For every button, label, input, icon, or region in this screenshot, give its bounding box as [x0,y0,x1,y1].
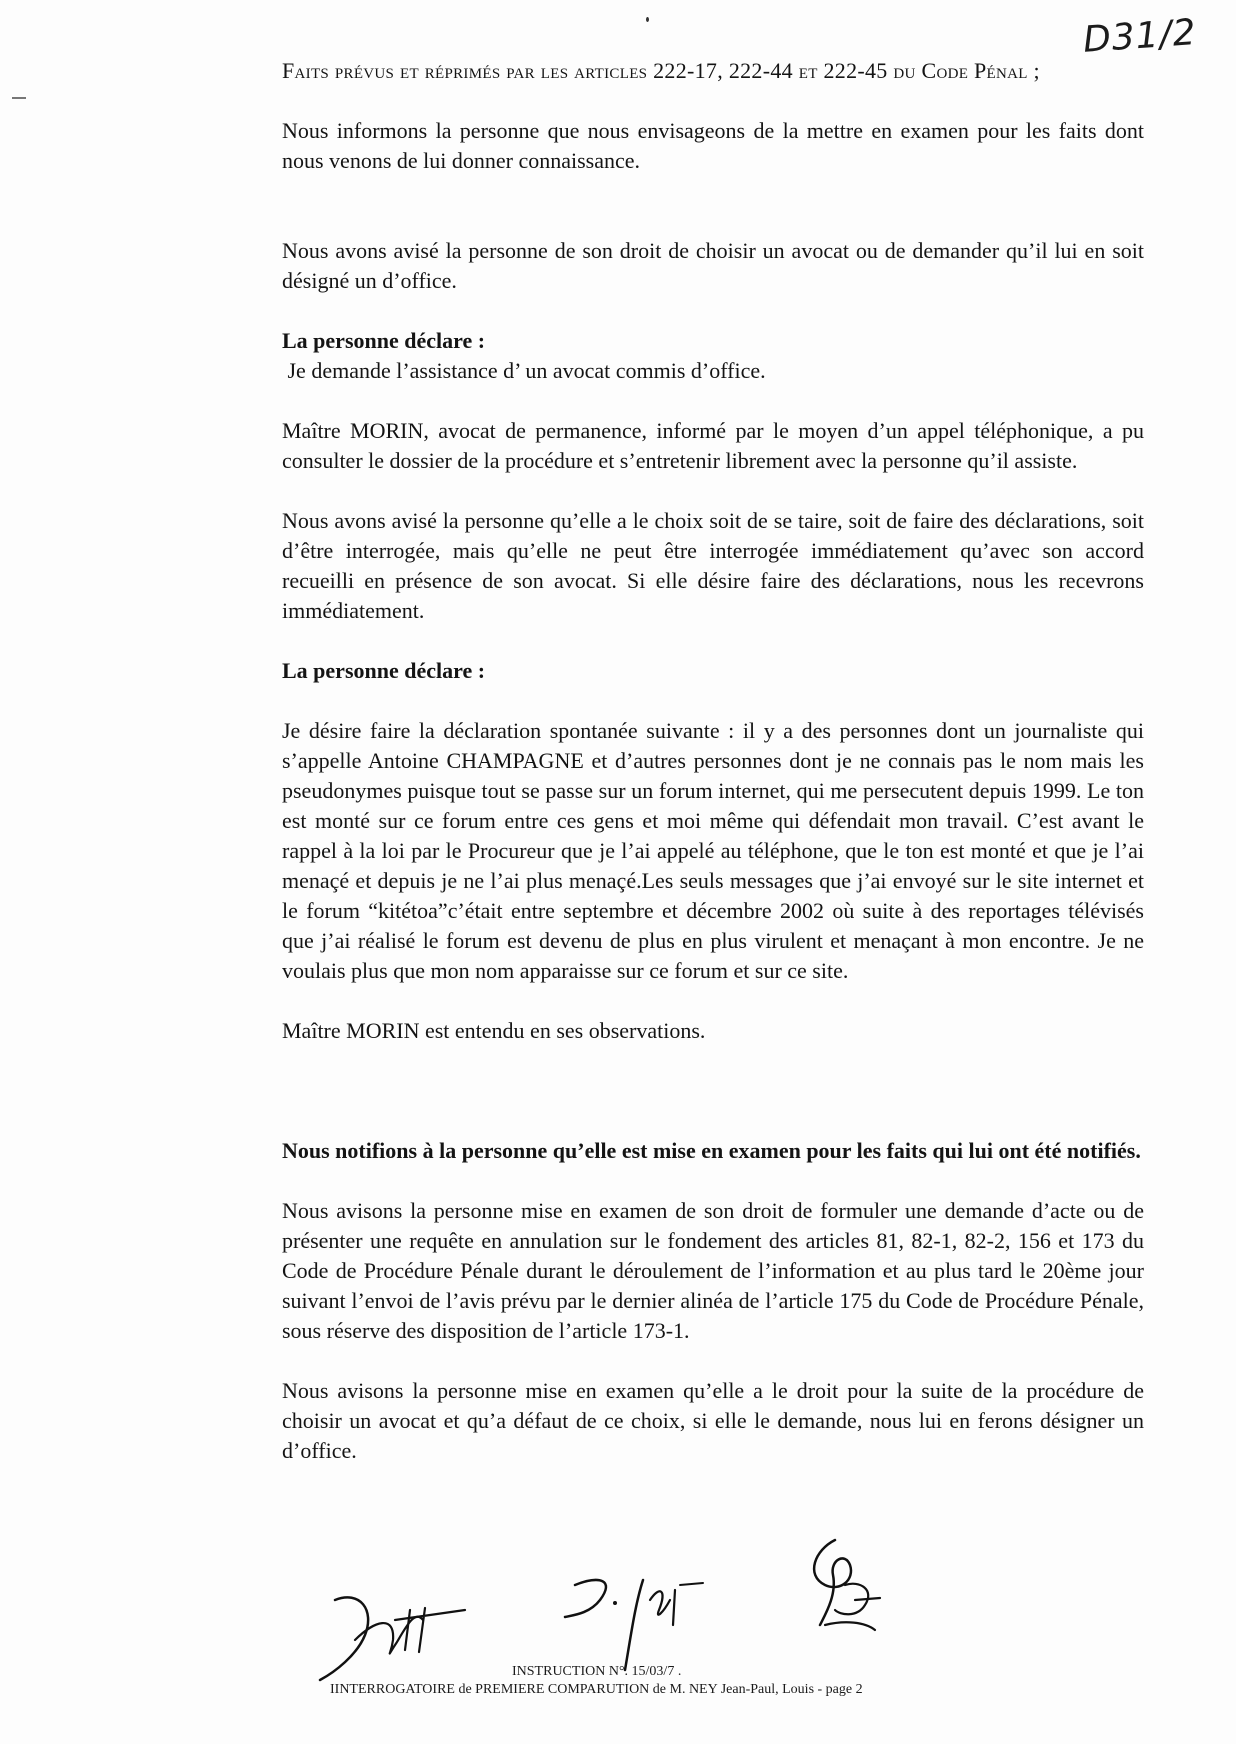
heading-person-declares-2: La personne déclare : [282,658,486,683]
document-body [282,56,1144,1466]
paragraph-right-to-request: Nous avisons la personne mise en examen de son droit de formuler une demande d’acte ou de présenter une requête en annulation sur le fondement des articles 81, 82-1, 82-2, 156 et 173 du Code de Procédure Pénale durant le déroulement de l’information et au plus tard le 20ème jour suivant l’envoi de l’avis prévu par le dernier alinéa de l’article 175 du Code de Procédure Pénale, sous réserve des disposition de l’article 173-1. [282,1198,1144,1343]
paragraph-request-assistance: Je demande l’assistance d’ un avocat commis d’office. [282,358,766,383]
scan-mark [12,97,26,99]
footer-interrogatoire-line: IINTERROGATOIRE de PREMIERE COMPARUTION de M. NEY Jean-Paul, Louis - page 2 [330,1682,863,1697]
paragraph-right-to-choose-lawyer: Nous avisons la personne mise en examen qu’elle a le droit pour la suite de la procédure de choisir un avocat et qu’a défaut de ce choix, si elle le demande, nous lui en ferons désigner un d’office. [282,1378,1144,1463]
scan-speck [646,17,649,22]
heading-person-declares-1: La personne déclare : [282,328,486,353]
paragraph-spontaneous-declaration: Je désire faire la déclaration spontanée suivante : il y a des personnes dont un journaliste qui s’appelle Antoine CHAMPAGNE et d’autres personnes dont je ne connais pas le nom mais les pseudonymes puisque tout se passe sur un forum internet, qui me persecutent depuis 1999. Le ton est monté sur ce forum entre ces gens et moi même qui défendait mon travail. C’est avant le rappel à la loi par le Procureur que je l’ai appelé au téléphone, que le ton est monté et que je l’ai menaçé et depuis je ne l’ai plus menaçé.Les seuls messages que j’ai envoyé sur le site internet et le forum “kitétoa”c’était entre septembre et décembre 2002 où suite à des reportages télévisés que j’ai réalisé le forum est devenu de plus en plus virulent et menaçant à mon encontre. Je ne voulais plus que mon nom apparaisse sur ce forum et sur ce site. [282,718,1144,983]
paragraph-right-to-silence: Nous avons avisé la personne qu’elle a le choix soit de se taire, soit de faire des déclarations, soit d’être interrogée, mais qu’elle ne peut être interrogée immédiatement qu’avec son accord recueilli en présence de son avocat. Si elle désire faire des déclarations, nous les recevrons immédiatement. [282,508,1144,623]
signature-2 [555,1555,705,1675]
signature-3 [795,1530,905,1640]
signature-1 [315,1580,485,1690]
corner-reference: D31/2 [1081,12,1198,61]
paragraph-right-to-lawyer: Nous avons avisé la personne de son droit de choisir un avocat ou de demander qu’il lui en soit désigné un d’office. [282,238,1144,293]
paragraph-lawyer-morin: Maître MORIN, avocat de permanence, informé par le moyen d’un appel téléphonique, a pu consulter le dossier de la procédure et s’entretenir librement avec la personne qu’il assiste. [282,418,1144,473]
paragraph-legal-basis: Faits prévus et réprimés par les articles 222-17, 222-44 et 222-45 du Code Pénal ; [282,58,1040,83]
footer-instruction-number: INSTRUCTION N°. 15/03/7 . [512,1664,682,1679]
paragraph-inform-examination: Nous informons la personne que nous envisageons de la mettre en examen pour les faits dont nous venons de lui donner connaissance. [282,118,1144,173]
paragraph-morin-heard: Maître MORIN est entendu en ses observations. [282,1018,706,1043]
paragraph-notification: Nous notifions à la personne qu’elle est mise en examen pour les faits qui lui ont été notifiés. [282,1138,1141,1163]
